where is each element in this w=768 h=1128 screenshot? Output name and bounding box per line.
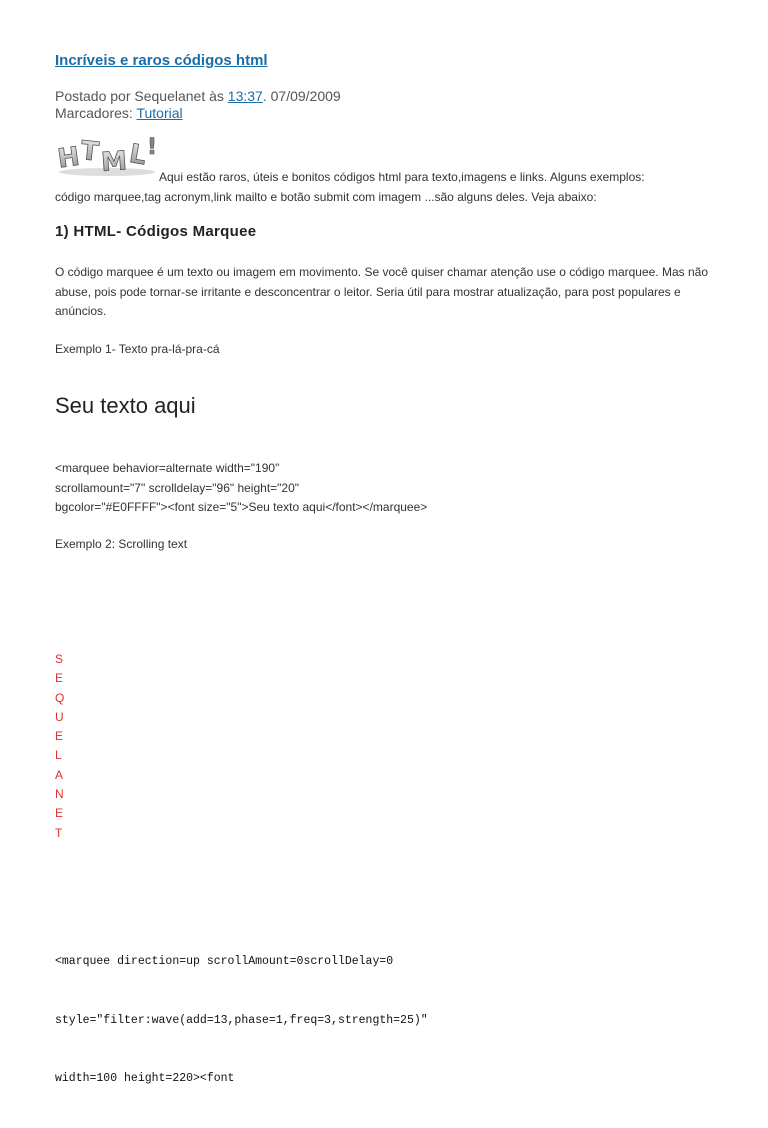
example1-code [55,459,715,518]
post-title-link[interactable]: Incríveis e raros códigos html [55,52,268,69]
labels-prefix: Marcadores: [55,105,137,121]
svg-text:M: M [100,146,129,177]
vertical-letter: Q [55,690,65,705]
code-line: bgcolor="#E0FFFF"><font size="5">Seu texto aqui</font></marquee> [55,500,428,514]
section-heading: 1) HTML- Códigos Marquee [55,223,257,240]
vertical-letter: E [55,729,64,744]
post-time-link[interactable]: 13:37 [227,88,263,104]
vertical-letter: T [55,825,63,840]
svg-text:L: L [126,138,149,172]
vertical-letter: L [55,748,62,763]
svg-text:H: H [55,141,82,175]
post-labels [55,104,183,122]
post-meta [55,87,341,105]
label-tutorial-link[interactable]: Tutorial [136,105,183,121]
posted-by-text: Postado por Sequelanet às [55,88,228,104]
marquee-description: O código marquee é um texto ou imagem em movimento. Se você quiser chamar atenção use o código marquee. Mas não abuse, pois pode tornar-se irritante e desconcentrar o leitor. Seria útil para mostrar atualização, para post populares e anúncios. [55,265,709,318]
code-line: <marquee direction=up scrollAmount=0scrollDelay=0 [55,955,394,968]
code-line: style="filter:wave(add=13,phase=1,freq=3,strength=25)" [55,1013,428,1027]
example2-code [55,913,745,1128]
intro-line-2: código marquee,tag acronym,link mailto e botão submit com imagem ...são alguns deles. Veja abaixo: [55,189,597,204]
vertical-letter: A [55,767,64,782]
example2-label: Exemplo 2: Scrolling text [55,537,188,551]
post-date: . 07/09/2009 [262,88,341,104]
vertical-letter: N [55,787,64,802]
intro-text [55,168,725,207]
vertical-letter: U [55,709,64,724]
vertical-letter: S [55,652,64,666]
vertical-scrolling-text [55,650,75,843]
vertical-letter: E [55,671,64,686]
code-line: scrollamount="7" scrolldelay="96" height="20" [55,480,300,495]
vertical-letter: E [55,806,64,821]
example1-demo-text: Seu texto aqui [55,393,196,418]
code-line: width=100 height=220><font [55,1072,235,1085]
intro-line-1: Aqui estão raros, úteis e bonitos códigos html para texto,imagens e links. Alguns exemplos: [159,170,645,184]
example1-label: Exemplo 1- Texto pra-lá-pra-cá [55,342,220,356]
code-line: <marquee behavior=alternate width="190" [55,461,280,475]
svg-text:T: T [79,136,101,168]
svg-text:!: ! [147,135,158,160]
